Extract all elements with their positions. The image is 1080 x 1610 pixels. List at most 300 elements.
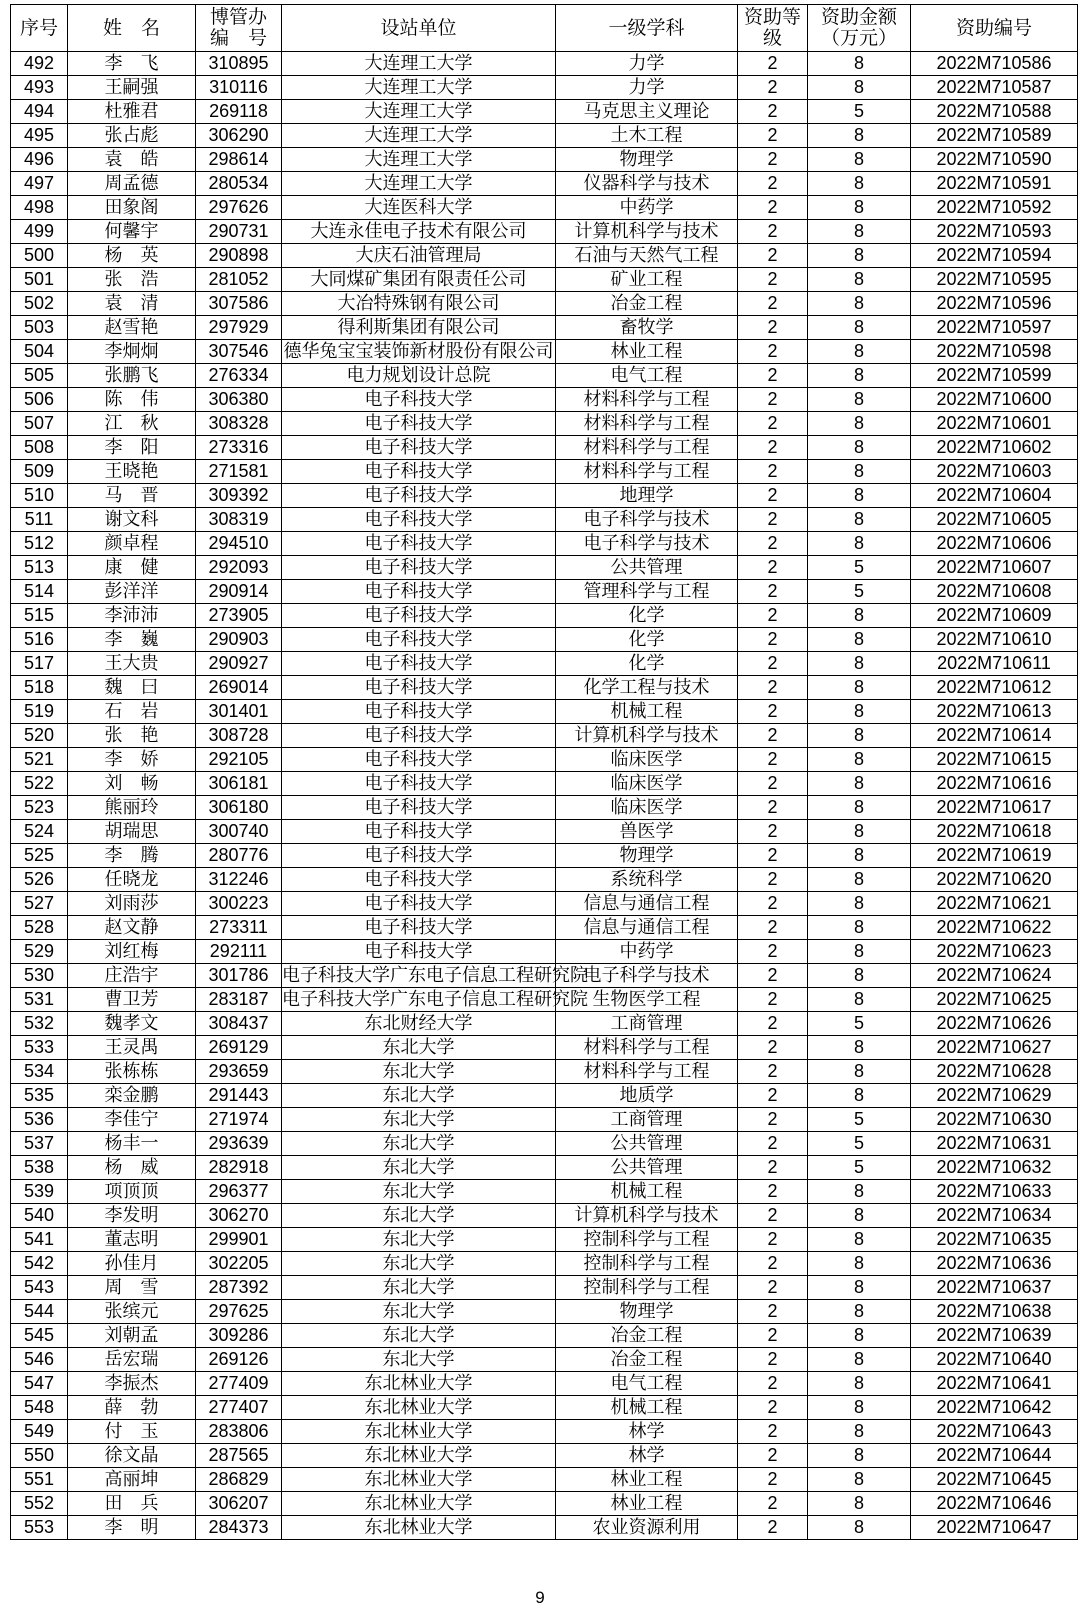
cell-name: 李振杰 bbox=[68, 1372, 196, 1396]
cell-name: 李沛沛 bbox=[68, 604, 196, 628]
cell-funding-no: 2022M710591 bbox=[911, 172, 1078, 196]
cell-seq: 497 bbox=[11, 172, 68, 196]
cell-office-no: 290903 bbox=[196, 628, 282, 652]
cell-grade: 2 bbox=[738, 1348, 808, 1372]
cell-unit: 电子科技大学 bbox=[282, 844, 556, 868]
cell-amount: 8 bbox=[808, 1276, 911, 1300]
table-row bbox=[11, 244, 1078, 268]
cell-funding-no: 2022M710613 bbox=[911, 700, 1078, 724]
cell-funding-no: 2022M710609 bbox=[911, 604, 1078, 628]
cell-unit: 大冶特殊钢有限公司 bbox=[282, 292, 556, 316]
cell-discipline: 电子科学与技术 bbox=[556, 532, 738, 556]
cell-discipline: 材料科学与工程 bbox=[556, 388, 738, 412]
cell-seq: 513 bbox=[11, 556, 68, 580]
cell-funding-no: 2022M710622 bbox=[911, 916, 1078, 940]
cell-funding-no: 2022M710645 bbox=[911, 1468, 1078, 1492]
cell-grade: 2 bbox=[738, 796, 808, 820]
cell-grade: 2 bbox=[738, 700, 808, 724]
cell-name: 江 秋 bbox=[68, 412, 196, 436]
cell-unit: 大连理工大学 bbox=[282, 100, 556, 124]
table-row bbox=[11, 796, 1078, 820]
cell-discipline: 矿业工程 bbox=[556, 268, 738, 292]
cell-unit: 东北大学 bbox=[282, 1060, 556, 1084]
cell-funding-no: 2022M710647 bbox=[911, 1516, 1078, 1540]
cell-office-no: 308728 bbox=[196, 724, 282, 748]
cell-name: 薛 勃 bbox=[68, 1396, 196, 1420]
cell-discipline: 土木工程 bbox=[556, 124, 738, 148]
cell-name: 刘雨莎 bbox=[68, 892, 196, 916]
cell-discipline: 力学 bbox=[556, 76, 738, 100]
table-row bbox=[11, 1300, 1078, 1324]
cell-funding-no: 2022M710634 bbox=[911, 1204, 1078, 1228]
table-row bbox=[11, 556, 1078, 580]
cell-discipline: 材料科学与工程 bbox=[556, 1060, 738, 1084]
cell-grade: 2 bbox=[738, 580, 808, 604]
cell-seq: 523 bbox=[11, 796, 68, 820]
cell-office-no: 271581 bbox=[196, 460, 282, 484]
table-row bbox=[11, 484, 1078, 508]
table-row bbox=[11, 820, 1078, 844]
page-number: 9 bbox=[535, 1588, 545, 1607]
cell-office-no: 306380 bbox=[196, 388, 282, 412]
cell-seq: 547 bbox=[11, 1372, 68, 1396]
cell-office-no: 297626 bbox=[196, 196, 282, 220]
cell-office-no: 307586 bbox=[196, 292, 282, 316]
cell-name: 熊丽玲 bbox=[68, 796, 196, 820]
cell-seq: 553 bbox=[11, 1516, 68, 1540]
cell-amount: 8 bbox=[808, 436, 911, 460]
cell-amount: 8 bbox=[808, 1180, 911, 1204]
cell-amount: 8 bbox=[808, 988, 911, 1012]
table-row bbox=[11, 1228, 1078, 1252]
cell-seq: 529 bbox=[11, 940, 68, 964]
cell-funding-no: 2022M710586 bbox=[911, 52, 1078, 76]
cell-discipline: 地理学 bbox=[556, 484, 738, 508]
cell-grade: 2 bbox=[738, 1180, 808, 1204]
cell-amount: 8 bbox=[808, 1516, 911, 1540]
cell-unit: 东北大学 bbox=[282, 1252, 556, 1276]
table-row bbox=[11, 436, 1078, 460]
cell-discipline: 物理学 bbox=[556, 148, 738, 172]
cell-amount: 8 bbox=[808, 748, 911, 772]
cell-unit: 电子科技大学 bbox=[282, 748, 556, 772]
cell-grade: 2 bbox=[738, 220, 808, 244]
cell-amount: 8 bbox=[808, 244, 911, 268]
table-row bbox=[11, 1156, 1078, 1180]
table-row bbox=[11, 124, 1078, 148]
cell-unit: 电子科技大学 bbox=[282, 868, 556, 892]
table-row bbox=[11, 916, 1078, 940]
cell-office-no: 280534 bbox=[196, 172, 282, 196]
cell-office-no: 301786 bbox=[196, 964, 282, 988]
cell-name: 董志明 bbox=[68, 1228, 196, 1252]
table-row bbox=[11, 340, 1078, 364]
cell-name: 刘朝孟 bbox=[68, 1324, 196, 1348]
cell-unit: 东北大学 bbox=[282, 1156, 556, 1180]
cell-discipline: 地质学 bbox=[556, 1084, 738, 1108]
cell-amount: 8 bbox=[808, 796, 911, 820]
cell-discipline: 兽医学 bbox=[556, 820, 738, 844]
cell-grade: 2 bbox=[738, 1300, 808, 1324]
cell-funding-no: 2022M710635 bbox=[911, 1228, 1078, 1252]
cell-office-no: 269014 bbox=[196, 676, 282, 700]
cell-seq: 537 bbox=[11, 1132, 68, 1156]
cell-discipline: 管理科学与工程 bbox=[556, 580, 738, 604]
cell-grade: 2 bbox=[738, 1324, 808, 1348]
cell-unit: 电子科技大学 bbox=[282, 436, 556, 460]
table-row bbox=[11, 940, 1078, 964]
cell-amount: 8 bbox=[808, 1084, 911, 1108]
table-row bbox=[11, 1108, 1078, 1132]
cell-office-no: 302205 bbox=[196, 1252, 282, 1276]
cell-unit: 东北大学 bbox=[282, 1204, 556, 1228]
cell-funding-no: 2022M710624 bbox=[911, 964, 1078, 988]
cell-office-no: 273316 bbox=[196, 436, 282, 460]
cell-name: 王嗣强 bbox=[68, 76, 196, 100]
cell-seq: 520 bbox=[11, 724, 68, 748]
cell-seq: 509 bbox=[11, 460, 68, 484]
cell-funding-no: 2022M710616 bbox=[911, 772, 1078, 796]
cell-grade: 2 bbox=[738, 748, 808, 772]
cell-seq: 519 bbox=[11, 700, 68, 724]
cell-office-no: 292111 bbox=[196, 940, 282, 964]
cell-unit: 电子科技大学 bbox=[282, 556, 556, 580]
cell-amount: 8 bbox=[808, 964, 911, 988]
cell-seq: 542 bbox=[11, 1252, 68, 1276]
table-row bbox=[11, 580, 1078, 604]
cell-discipline: 控制科学与工程 bbox=[556, 1228, 738, 1252]
cell-unit: 东北大学 bbox=[282, 1276, 556, 1300]
cell-discipline: 工商管理 bbox=[556, 1108, 738, 1132]
cell-discipline: 农业资源利用 bbox=[556, 1516, 738, 1540]
cell-discipline: 物理学 bbox=[556, 1300, 738, 1324]
cell-discipline: 力学 bbox=[556, 52, 738, 76]
table-row bbox=[11, 388, 1078, 412]
cell-unit: 东北林业大学 bbox=[282, 1492, 556, 1516]
cell-office-no: 293639 bbox=[196, 1132, 282, 1156]
table-row bbox=[11, 316, 1078, 340]
cell-amount: 5 bbox=[808, 100, 911, 124]
cell-name: 张占彪 bbox=[68, 124, 196, 148]
cell-grade: 2 bbox=[738, 292, 808, 316]
header-name: 姓 名 bbox=[68, 5, 196, 52]
cell-unit: 电子科技大学 bbox=[282, 724, 556, 748]
table-row bbox=[11, 1348, 1078, 1372]
table-row bbox=[11, 1372, 1078, 1396]
cell-funding-no: 2022M710646 bbox=[911, 1492, 1078, 1516]
cell-amount: 5 bbox=[808, 1132, 911, 1156]
table-row bbox=[11, 1084, 1078, 1108]
cell-unit: 电子科技大学 bbox=[282, 940, 556, 964]
cell-seq: 498 bbox=[11, 196, 68, 220]
cell-name: 庄浩宇 bbox=[68, 964, 196, 988]
cell-unit: 电子科技大学 bbox=[282, 796, 556, 820]
cell-name: 栾金鹏 bbox=[68, 1084, 196, 1108]
cell-unit: 东北大学 bbox=[282, 1108, 556, 1132]
cell-unit: 电子科技大学 bbox=[282, 580, 556, 604]
cell-discipline: 机械工程 bbox=[556, 700, 738, 724]
cell-seq: 541 bbox=[11, 1228, 68, 1252]
cell-discipline: 公共管理 bbox=[556, 1156, 738, 1180]
cell-seq: 499 bbox=[11, 220, 68, 244]
table-row bbox=[11, 1012, 1078, 1036]
cell-office-no: 308319 bbox=[196, 508, 282, 532]
cell-name: 田 兵 bbox=[68, 1492, 196, 1516]
cell-name: 颜卓程 bbox=[68, 532, 196, 556]
table-row bbox=[11, 724, 1078, 748]
cell-name: 杨 威 bbox=[68, 1156, 196, 1180]
cell-name: 项顶顶 bbox=[68, 1180, 196, 1204]
cell-grade: 2 bbox=[738, 1204, 808, 1228]
cell-unit: 电子科技大学 bbox=[282, 508, 556, 532]
cell-unit: 电子科技大学 bbox=[282, 700, 556, 724]
table-row bbox=[11, 412, 1078, 436]
cell-unit: 电子科技大学广东电子信息工程研究院 bbox=[282, 989, 588, 1010]
cell-amount: 8 bbox=[808, 1204, 911, 1228]
cell-name: 杨 英 bbox=[68, 244, 196, 268]
cell-discipline: 冶金工程 bbox=[556, 292, 738, 316]
cell-funding-no: 2022M710598 bbox=[911, 340, 1078, 364]
cell-grade: 2 bbox=[738, 772, 808, 796]
header-row bbox=[11, 5, 1078, 52]
cell-name: 张鹏飞 bbox=[68, 364, 196, 388]
cell-grade: 2 bbox=[738, 508, 808, 532]
cell-amount: 8 bbox=[808, 868, 911, 892]
cell-office-no: 310895 bbox=[196, 52, 282, 76]
cell-discipline: 仪器科学与技术 bbox=[556, 172, 738, 196]
cell-amount: 8 bbox=[808, 916, 911, 940]
cell-amount: 5 bbox=[808, 580, 911, 604]
cell-funding-no: 2022M710597 bbox=[911, 316, 1078, 340]
cell-grade: 2 bbox=[738, 676, 808, 700]
cell-unit: 电子科技大学广东电子信息工程研究院 bbox=[282, 965, 588, 986]
cell-unit: 电子科技大学 bbox=[282, 772, 556, 796]
cell-unit: 电子科技大学 bbox=[282, 652, 556, 676]
cell-amount: 8 bbox=[808, 532, 911, 556]
cell-grade: 2 bbox=[738, 1396, 808, 1420]
cell-funding-no: 2022M710601 bbox=[911, 412, 1078, 436]
cell-name: 刘红梅 bbox=[68, 940, 196, 964]
cell-funding-no: 2022M710621 bbox=[911, 892, 1078, 916]
cell-amount: 8 bbox=[808, 220, 911, 244]
cell-name: 石 岩 bbox=[68, 700, 196, 724]
cell-office-no: 292105 bbox=[196, 748, 282, 772]
cell-name: 魏 曰 bbox=[68, 676, 196, 700]
cell-office-no: 286829 bbox=[196, 1468, 282, 1492]
cell-funding-no: 2022M710643 bbox=[911, 1420, 1078, 1444]
cell-office-no: 269118 bbox=[196, 100, 282, 124]
cell-office-no: 282918 bbox=[196, 1156, 282, 1180]
cell-office-no: 290914 bbox=[196, 580, 282, 604]
cell-amount: 8 bbox=[808, 1396, 911, 1420]
cell-office-no: 308437 bbox=[196, 1012, 282, 1036]
cell-office-no: 290927 bbox=[196, 652, 282, 676]
cell-seq: 503 bbox=[11, 316, 68, 340]
cell-grade: 2 bbox=[738, 1252, 808, 1276]
cell-amount: 5 bbox=[808, 1156, 911, 1180]
cell-name: 袁 皓 bbox=[68, 148, 196, 172]
cell-unit: 东北林业大学 bbox=[282, 1468, 556, 1492]
cell-unit: 大连医科大学 bbox=[282, 196, 556, 220]
cell-office-no: 309392 bbox=[196, 484, 282, 508]
cell-funding-no: 2022M710599 bbox=[911, 364, 1078, 388]
cell-seq: 495 bbox=[11, 124, 68, 148]
cell-funding-no: 2022M710639 bbox=[911, 1324, 1078, 1348]
cell-office-no: 287392 bbox=[196, 1276, 282, 1300]
cell-seq: 493 bbox=[11, 76, 68, 100]
cell-office-no: 287565 bbox=[196, 1444, 282, 1468]
cell-amount: 8 bbox=[808, 844, 911, 868]
header-office-no: 博管办 编 号 bbox=[196, 5, 282, 52]
cell-grade: 2 bbox=[738, 964, 808, 988]
cell-seq: 515 bbox=[11, 604, 68, 628]
cell-seq: 540 bbox=[11, 1204, 68, 1228]
cell-seq: 502 bbox=[11, 292, 68, 316]
cell-funding-no: 2022M710642 bbox=[911, 1396, 1078, 1420]
cell-seq: 546 bbox=[11, 1348, 68, 1372]
header-seq: 序号 bbox=[11, 5, 68, 52]
cell-grade: 2 bbox=[738, 868, 808, 892]
cell-name: 陈 伟 bbox=[68, 388, 196, 412]
cell-office-no: 306180 bbox=[196, 796, 282, 820]
cell-funding-no: 2022M710625 bbox=[911, 988, 1078, 1012]
cell-name: 杨丰一 bbox=[68, 1132, 196, 1156]
table-row bbox=[11, 268, 1078, 292]
table-row bbox=[11, 748, 1078, 772]
cell-grade: 2 bbox=[738, 268, 808, 292]
table-row bbox=[11, 1276, 1078, 1300]
cell-funding-no: 2022M710627 bbox=[911, 1036, 1078, 1060]
cell-amount: 8 bbox=[808, 1372, 911, 1396]
table-row bbox=[11, 1492, 1078, 1516]
table-row bbox=[11, 532, 1078, 556]
cell-funding-no: 2022M710628 bbox=[911, 1060, 1078, 1084]
cell-discipline: 石油与天然气工程 bbox=[556, 244, 738, 268]
cell-grade: 2 bbox=[738, 1084, 808, 1108]
cell-grade: 2 bbox=[738, 1060, 808, 1084]
cell-unit: 大连理工大学 bbox=[282, 76, 556, 100]
cell-name: 付 玉 bbox=[68, 1420, 196, 1444]
table-row bbox=[11, 892, 1078, 916]
cell-funding-no: 2022M710607 bbox=[911, 556, 1078, 580]
cell-funding-no: 2022M710638 bbox=[911, 1300, 1078, 1324]
cell-amount: 8 bbox=[808, 1468, 911, 1492]
cell-office-no: 290898 bbox=[196, 244, 282, 268]
cell-name: 赵文静 bbox=[68, 916, 196, 940]
cell-office-no: 292093 bbox=[196, 556, 282, 580]
cell-funding-no: 2022M710629 bbox=[911, 1084, 1078, 1108]
cell-name: 刘 畅 bbox=[68, 772, 196, 796]
cell-seq: 494 bbox=[11, 100, 68, 124]
cell-amount: 8 bbox=[808, 484, 911, 508]
cell-grade: 2 bbox=[738, 1228, 808, 1252]
cell-seq: 526 bbox=[11, 868, 68, 892]
cell-amount: 8 bbox=[808, 508, 911, 532]
cell-funding-no: 2022M710633 bbox=[911, 1180, 1078, 1204]
cell-amount: 8 bbox=[808, 1420, 911, 1444]
cell-seq: 492 bbox=[11, 52, 68, 76]
cell-seq: 512 bbox=[11, 532, 68, 556]
cell-amount: 8 bbox=[808, 52, 911, 76]
cell-amount: 8 bbox=[808, 340, 911, 364]
cell-grade: 2 bbox=[738, 820, 808, 844]
cell-seq: 527 bbox=[11, 892, 68, 916]
cell-seq: 539 bbox=[11, 1180, 68, 1204]
cell-grade: 2 bbox=[738, 1444, 808, 1468]
cell-funding-no: 2022M710630 bbox=[911, 1108, 1078, 1132]
cell-funding-no: 2022M710615 bbox=[911, 748, 1078, 772]
cell-grade: 2 bbox=[738, 436, 808, 460]
table-row bbox=[11, 76, 1078, 100]
cell-grade: 2 bbox=[738, 1132, 808, 1156]
cell-grade: 2 bbox=[738, 1516, 808, 1540]
cell-amount: 8 bbox=[808, 196, 911, 220]
cell-grade: 2 bbox=[738, 52, 808, 76]
cell-funding-no: 2022M710640 bbox=[911, 1348, 1078, 1372]
cell-amount: 8 bbox=[808, 772, 911, 796]
cell-name: 李发明 bbox=[68, 1204, 196, 1228]
cell-office-no: 271974 bbox=[196, 1108, 282, 1132]
cell-grade: 2 bbox=[738, 124, 808, 148]
cell-name: 李 娇 bbox=[68, 748, 196, 772]
cell-discipline: 生物医学工程 bbox=[556, 988, 738, 1012]
cell-discipline: 临床医学 bbox=[556, 772, 738, 796]
cell-discipline: 电子科学与技术 bbox=[556, 964, 738, 988]
cell-seq: 536 bbox=[11, 1108, 68, 1132]
cell-office-no: 310116 bbox=[196, 76, 282, 100]
cell-seq: 535 bbox=[11, 1084, 68, 1108]
cell-seq: 528 bbox=[11, 916, 68, 940]
cell-discipline: 工商管理 bbox=[556, 1012, 738, 1036]
cell-funding-no: 2022M710588 bbox=[911, 100, 1078, 124]
cell-funding-no: 2022M710589 bbox=[911, 124, 1078, 148]
cell-discipline: 化学 bbox=[556, 604, 738, 628]
table-row bbox=[11, 364, 1078, 388]
cell-name: 赵雪艳 bbox=[68, 316, 196, 340]
cell-name: 岳宏瑞 bbox=[68, 1348, 196, 1372]
cell-funding-no: 2022M710593 bbox=[911, 220, 1078, 244]
table-row bbox=[11, 676, 1078, 700]
cell-funding-no: 2022M710617 bbox=[911, 796, 1078, 820]
cell-seq: 501 bbox=[11, 268, 68, 292]
cell-discipline: 化学 bbox=[556, 652, 738, 676]
table-row bbox=[11, 844, 1078, 868]
cell-unit: 东北林业大学 bbox=[282, 1444, 556, 1468]
cell-name: 康 健 bbox=[68, 556, 196, 580]
cell-unit: 电子科技大学 bbox=[282, 532, 556, 556]
cell-name: 徐文晶 bbox=[68, 1444, 196, 1468]
cell-amount: 8 bbox=[808, 700, 911, 724]
cell-unit: 大连理工大学 bbox=[282, 124, 556, 148]
table-row bbox=[11, 772, 1078, 796]
table-row bbox=[11, 1252, 1078, 1276]
cell-name: 王灵禺 bbox=[68, 1036, 196, 1060]
cell-name: 王晓艳 bbox=[68, 460, 196, 484]
cell-funding-no: 2022M710610 bbox=[911, 628, 1078, 652]
cell-grade: 2 bbox=[738, 1468, 808, 1492]
cell-grade: 2 bbox=[738, 1012, 808, 1036]
cell-office-no: 306181 bbox=[196, 772, 282, 796]
cell-name: 李 明 bbox=[68, 1516, 196, 1540]
cell-seq: 550 bbox=[11, 1444, 68, 1468]
cell-funding-no: 2022M710632 bbox=[911, 1156, 1078, 1180]
cell-grade: 2 bbox=[738, 628, 808, 652]
cell-discipline: 林学 bbox=[556, 1444, 738, 1468]
cell-funding-no: 2022M710587 bbox=[911, 76, 1078, 100]
header-funding-no: 资助编号 bbox=[911, 5, 1078, 52]
cell-name: 田象阁 bbox=[68, 196, 196, 220]
cell-funding-no: 2022M710602 bbox=[911, 436, 1078, 460]
